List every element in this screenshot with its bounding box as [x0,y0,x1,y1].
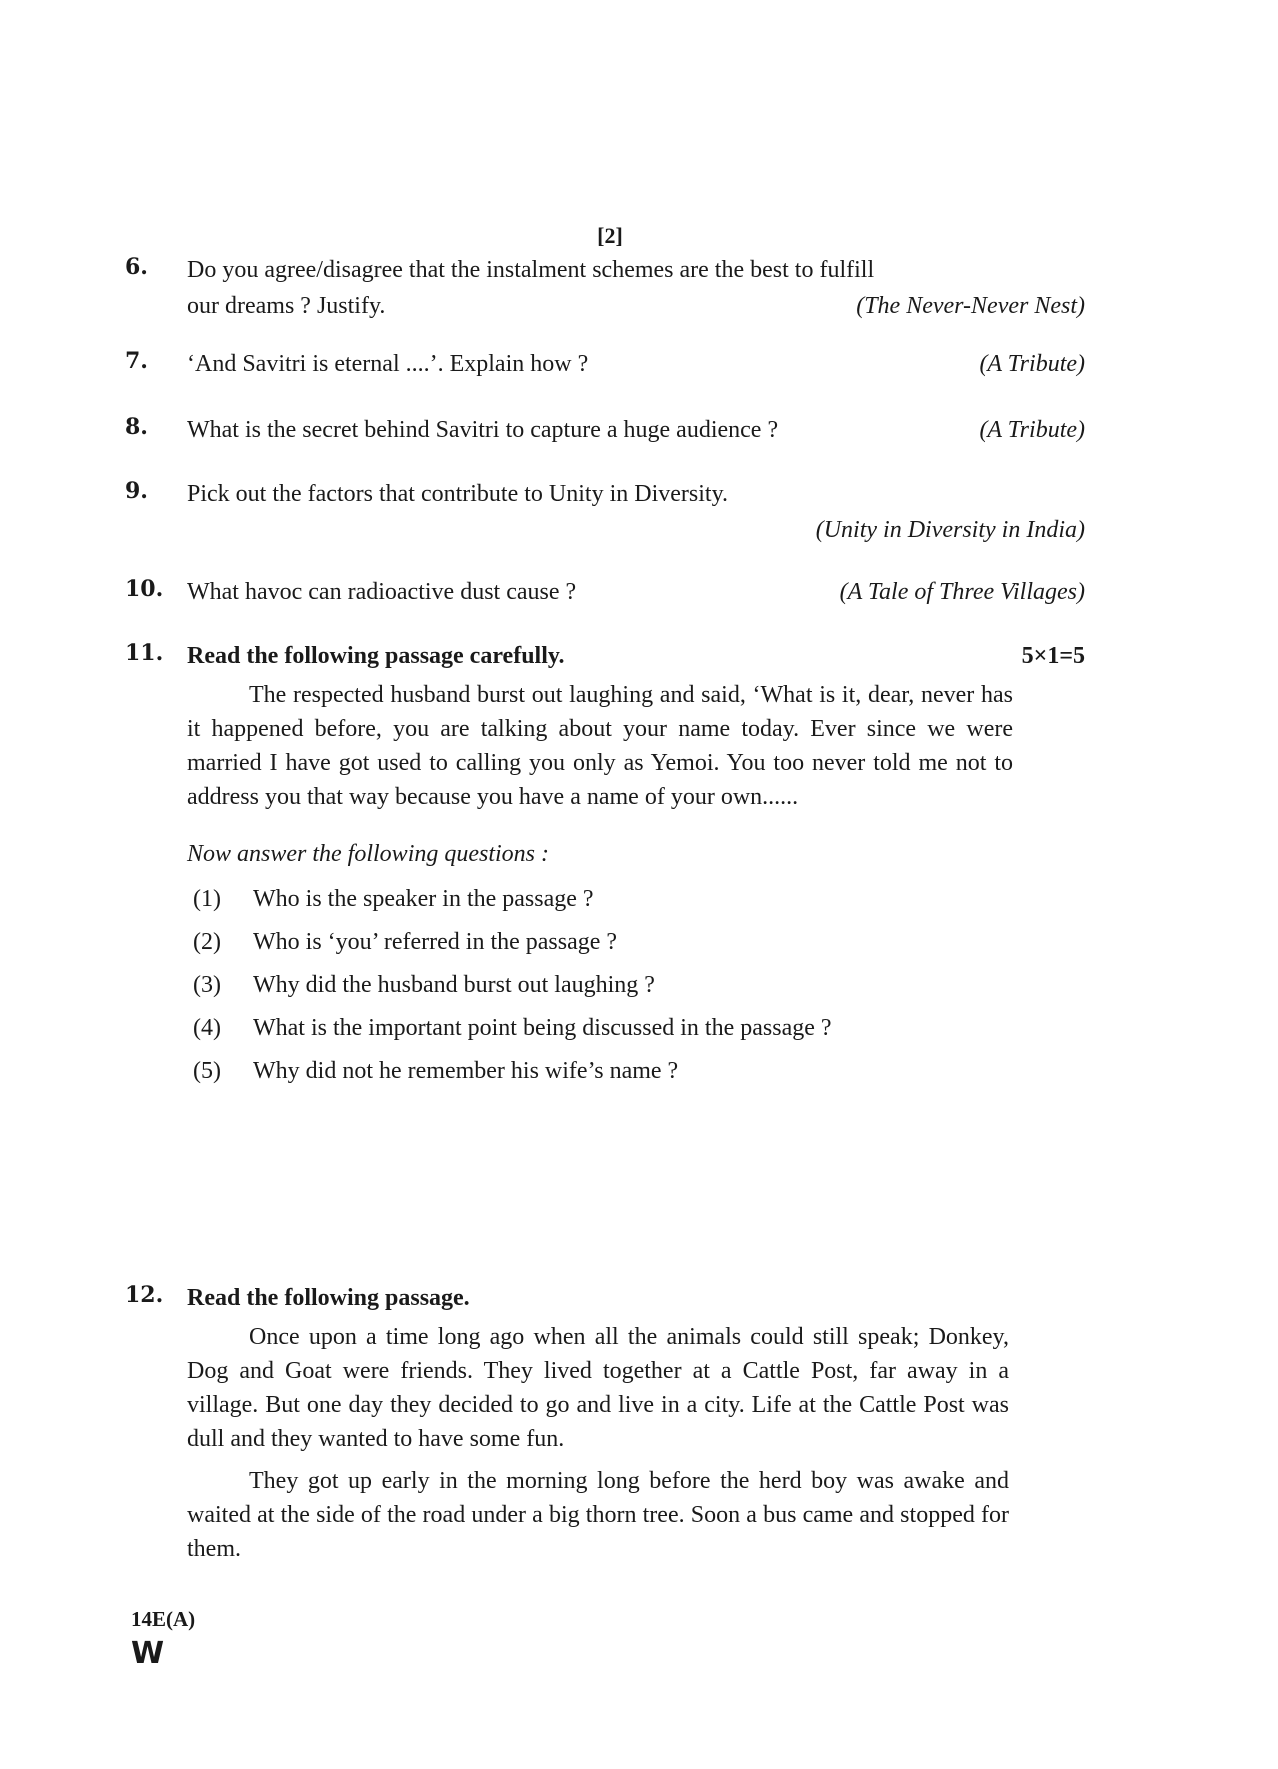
source-title: (Unity in Diversity in India) [815,517,1085,543]
passage-text: The respected husband burst out laughing and said, ‘What is it, dear, never has it happened before, you are talking about your name today. Ever since we were married I have got used to calling you only as Yemoi. You too never told me not to address you that way because you have a name of your own...... [187,682,1013,810]
subquestion [187,921,1085,964]
marks-label: 5×1=5 [1021,643,1085,669]
subquestion-number: (1) [193,886,221,912]
question-8 [125,412,1085,448]
question-number: 11. [125,640,164,666]
question-text: Pick out the factors that contribute to Unity in Diversity. [187,481,729,507]
question-heading: Read the following passage carefully. [187,643,565,669]
source-title: (The Never-Never Nest) [856,293,1085,319]
question-text: What havoc can radioactive dust cause ? [187,579,577,605]
question-text: Do you agree/disagree that the instalment schemes are the best to fulfill [187,257,875,283]
subquestion-number: (5) [193,1058,221,1084]
subquestion-list [187,878,1085,1093]
source-title: (A Tale of Three Villages) [839,579,1085,605]
page-number: [2] [597,223,623,248]
question-number: 7. [125,348,148,374]
subquestion [187,878,1085,921]
subquestion-number: (4) [193,1015,221,1041]
question-number: 10. [125,576,164,602]
question-6 [125,252,1085,324]
subquestion-text: Who is ‘you’ referred in the passage ? [253,929,618,955]
question-11 [125,638,1085,1093]
subquestion-number: (2) [193,929,221,955]
question-number: 9. [125,478,148,504]
question-text-cont: our dreams ? Justify. [187,293,386,319]
question-heading: Read the following passage. [187,1285,470,1311]
question-12 [125,1280,1085,1566]
questions-prompt: Now answer the following questions : [187,841,550,867]
paper-code: 14E(A) [131,1607,196,1631]
paper-letter: W [131,1636,165,1671]
question-10 [125,574,1085,610]
subquestion-text: Why did not he remember his wife’s name ? [253,1058,679,1084]
subquestion [187,964,1085,1007]
subquestion-text: Why did the husband burst out laughing ? [253,972,655,998]
subquestion [187,1007,1085,1050]
source-title: (A Tribute) [979,417,1085,443]
question-7 [125,346,1085,382]
question-number: 12. [125,1282,164,1308]
subquestion-text: Who is the speaker in the passage ? [253,886,594,912]
subquestion-number: (3) [193,972,221,998]
question-text: ‘And Savitri is eternal ....’. Explain how ? [187,351,589,377]
question-number: 8. [125,414,148,440]
passage-paragraph-2: They got up early in the morning long before the herd boy was awake and waited at the side of the road under a big thorn tree. Soon a bus came and stopped for them. [187,1468,1009,1562]
question-9 [125,476,1085,548]
question-number: 6. [125,254,148,280]
subquestion-text: What is the important point being discussed in the passage ? [253,1015,832,1041]
passage-paragraph-1: Once upon a time long ago when all the animals could still speak; Donkey, Dog and Goat were friends. They lived together at a Cattle Post, far away in a village. But one day they decided to go and live in a city. Life at the Cattle Post was dull and they wanted to have some fun. [187,1324,1009,1452]
source-title: (A Tribute) [979,351,1085,377]
question-text: What is the secret behind Savitri to capture a huge audience ? [187,417,779,443]
subquestion [187,1050,1085,1093]
